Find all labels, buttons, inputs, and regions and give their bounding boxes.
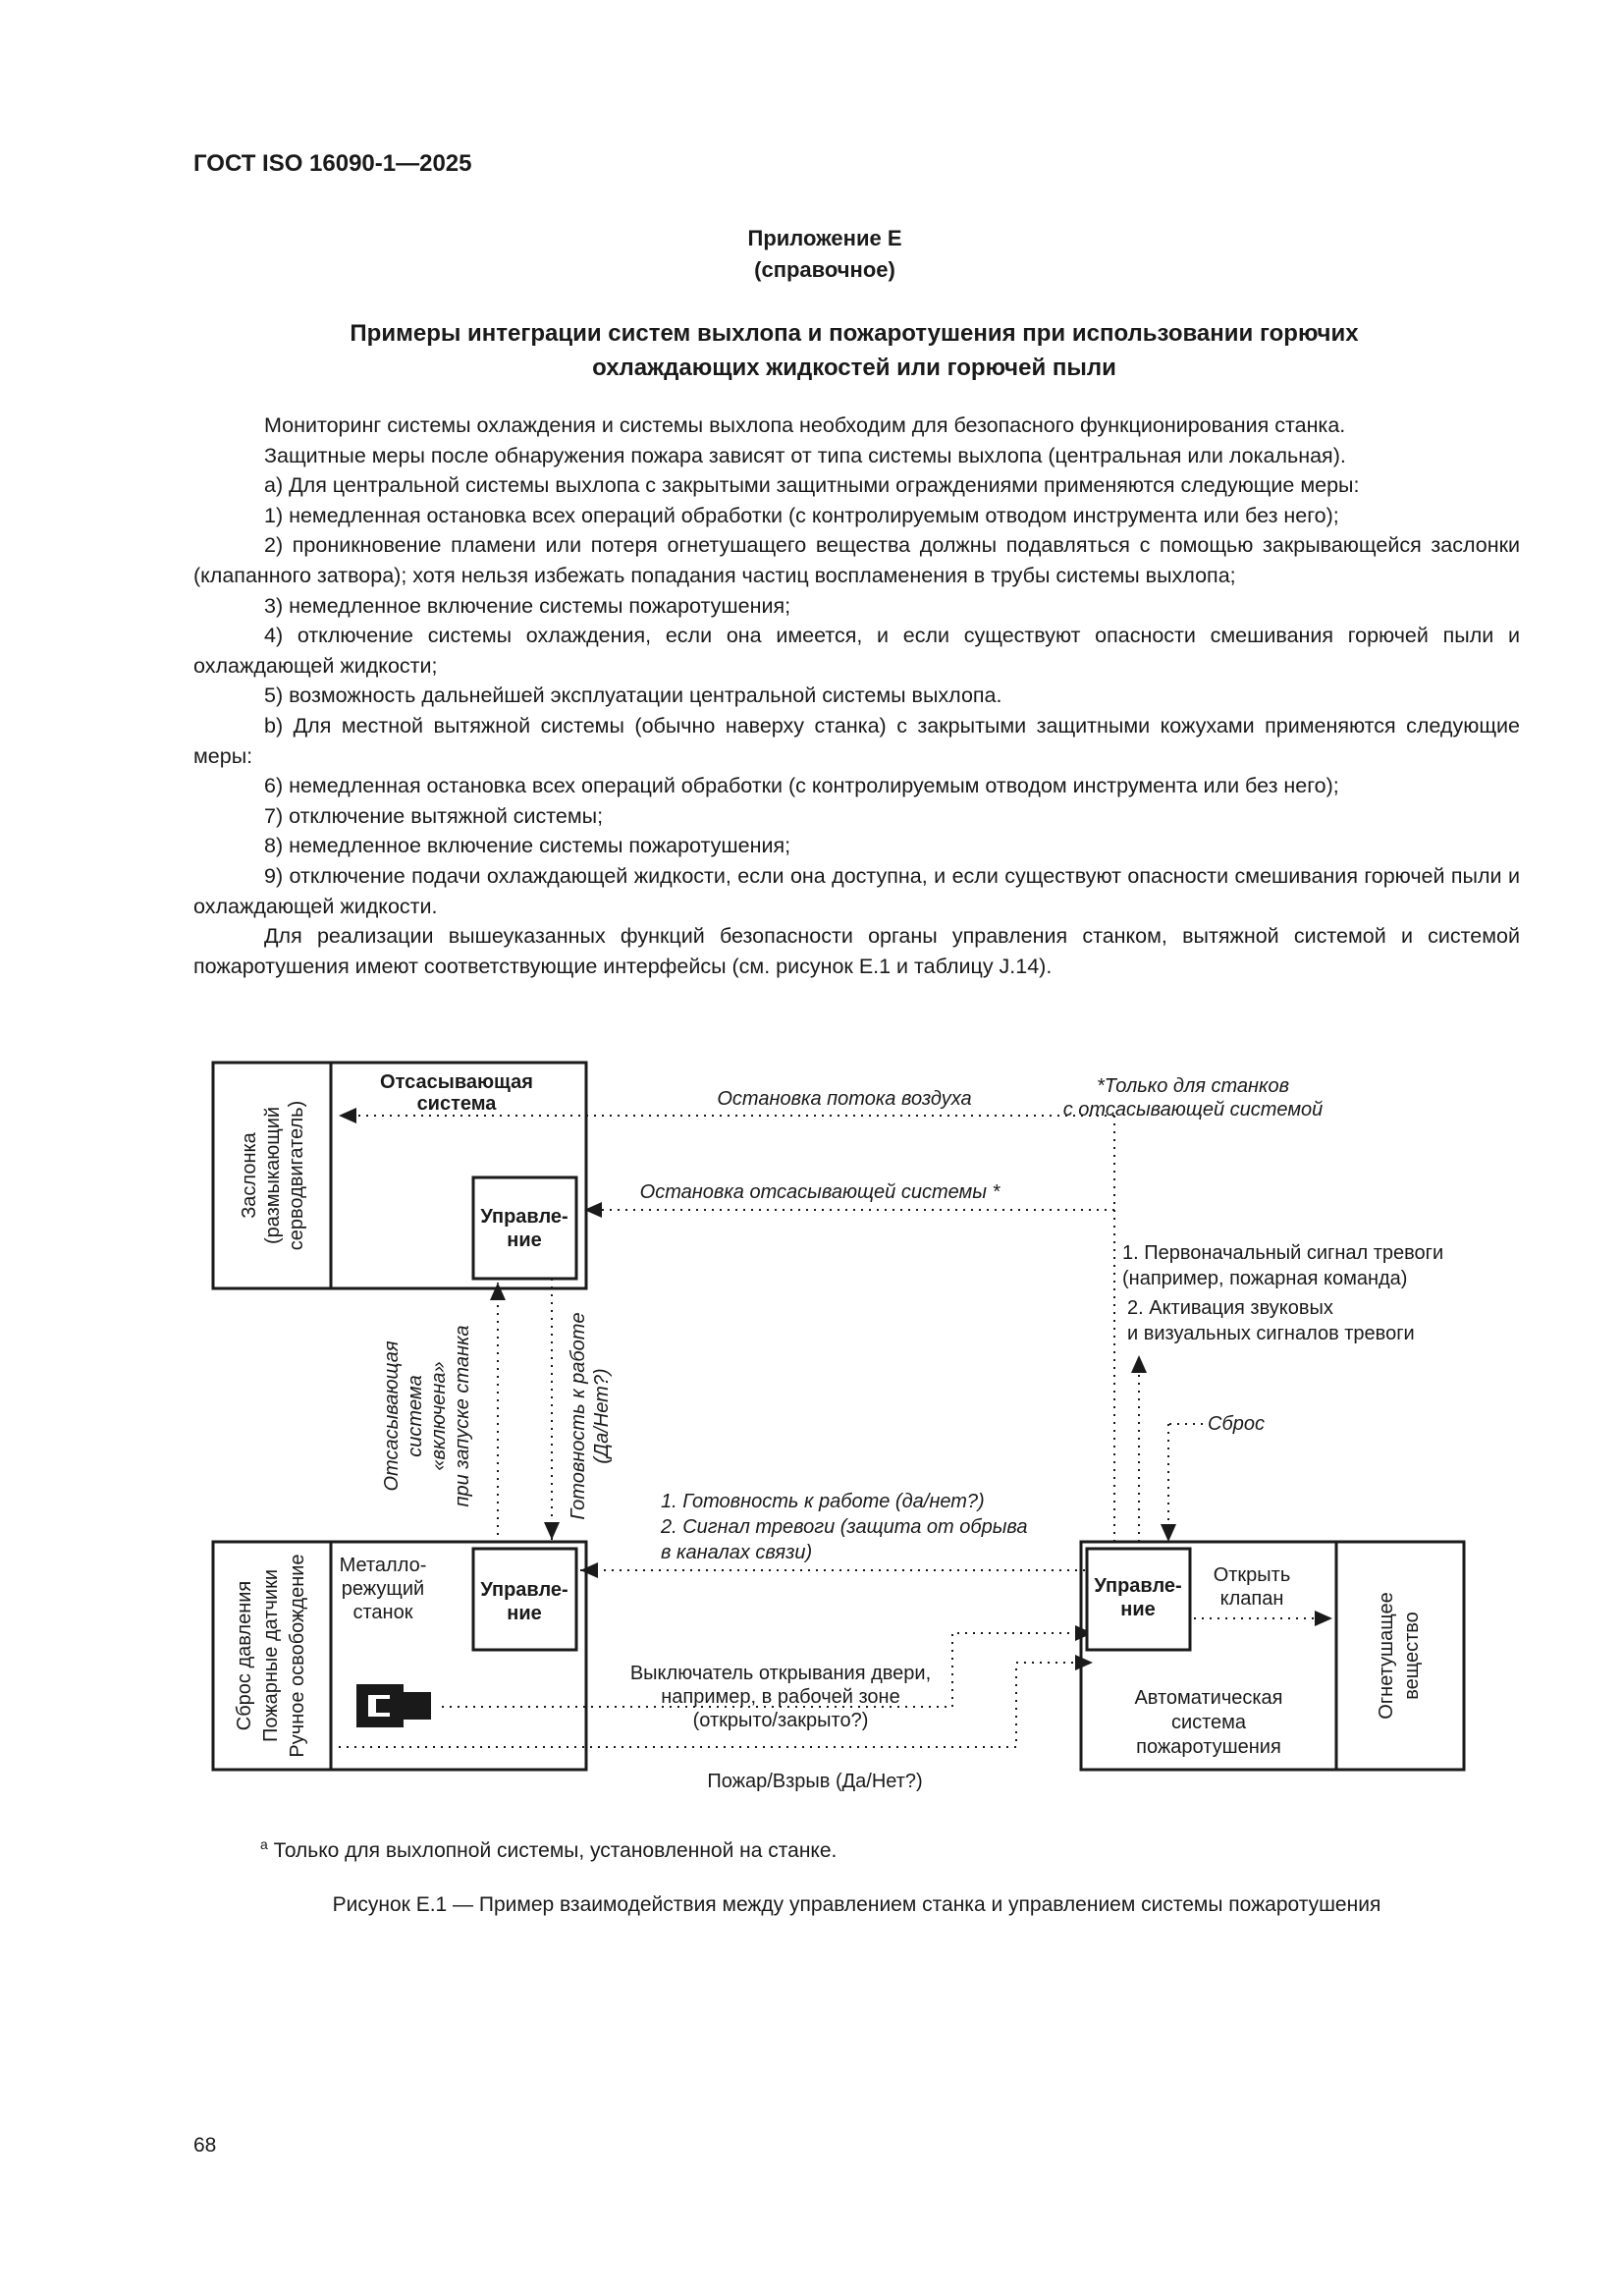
- list-item: 6) немедленная остановка всех операций обработки (с контролируемым отводом инструмента или без него);: [264, 774, 1339, 798]
- list-item: 9) отключение подачи охлаждающей жидкости, если она доступна, и если существуют опасности смешивания горючей пыли и охлаждающей жидкости.: [193, 863, 1520, 918]
- agent-label-2: вещество: [1401, 1612, 1423, 1700]
- annex-type: (справочное): [754, 257, 895, 282]
- machine-label-1: Металло-: [339, 1555, 427, 1576]
- alarm-label-2: (например, пожарная команда): [1122, 1268, 1408, 1289]
- list-item: 2) проникновение пламени или потеря огнетушащего вещества должны подавляться с помощью закрывающейся заслонки (клапанного затвора); хотя нельзя избежать попадания частиц воспламенения в трубы системы выхлопа;: [193, 533, 1520, 587]
- paragraph: Мониторинг системы охлаждения и системы выхлопа необходим для безопасного функционирования станка.: [264, 413, 1346, 437]
- document-header: ГОСТ ISO 16090-1—2025: [193, 150, 472, 177]
- alarm-label-1: 1. Первоначальный сигнал тревоги: [1122, 1242, 1444, 1264]
- list-item: 1) немедленная остановка всех операций обработки (с контролируемым отводом инструмента или без него);: [264, 503, 1339, 527]
- auto-label-1: Автоматическая: [1134, 1687, 1283, 1709]
- machine-side-2: Пожарные датчики: [260, 1568, 282, 1743]
- open-valve-1: Открыть: [1213, 1564, 1291, 1586]
- section-title-line-2: охлаждающих жидкостей или горючей пыли: [592, 355, 1116, 381]
- vert-left-2: система: [405, 1375, 426, 1457]
- footnote-text: Только для выхлопной системы, установленной на станке.: [273, 1839, 838, 1862]
- vert-left-1: Отсасывающая: [381, 1340, 403, 1492]
- door-label-1: Выключатель открывания двери,: [629, 1663, 932, 1684]
- list-item: 5) возможность дальнейшей эксплуатации центральной системы выхлопа.: [264, 683, 1002, 708]
- vert-right-1: Готовность к работе: [568, 1312, 589, 1520]
- exhaust-title-2: система: [416, 1093, 497, 1115]
- page-number: 68: [193, 2134, 217, 2157]
- list-item: 8) немедленное включение системы пожаротушения;: [264, 834, 791, 858]
- annex-label: Приложение Е: [747, 226, 902, 250]
- agent-label-1: Огнетушащее: [1376, 1592, 1397, 1720]
- figure-e1: [211, 1061, 1488, 1812]
- machine-side-1: Сброс давления: [234, 1580, 255, 1731]
- exhaust-control-box: [473, 1177, 576, 1279]
- section-title-line-1: Примеры интеграции систем выхлопа и пожаротушения при использовании горючих: [350, 320, 1359, 347]
- exhaust-control-label-2: ние: [507, 1230, 542, 1251]
- machine-control-label-2: ние: [507, 1603, 542, 1624]
- machine-control-label-1: Управле-: [480, 1579, 568, 1601]
- figure-footnote: [260, 1836, 837, 1863]
- exhaust-stop-label: Остановка отсасывающей системы *: [639, 1181, 1001, 1203]
- machine-label-2: режущий: [341, 1578, 425, 1600]
- fire-control-label-2: ние: [1120, 1599, 1156, 1620]
- ready-label-3: в каналах связи): [661, 1542, 813, 1563]
- note-top-1: *Только для станков: [1096, 1075, 1290, 1097]
- figure-caption: Рисунок Е.1 — Пример взаимодействия между управлением станка и управлением системы пожаротушения: [332, 1893, 1381, 1916]
- fire-control-label-1: Управле-: [1094, 1575, 1182, 1597]
- ready-label-2: 2. Сигнал тревоги (защита от обрыва: [661, 1516, 1028, 1538]
- vert-left-4: при запуске станка: [452, 1325, 473, 1507]
- auto-label-3: пожаротушения: [1136, 1736, 1281, 1758]
- paragraph: Защитные меры после обнаружения пожара зависят от типа системы выхлопа (центральная или локальная).: [264, 443, 1346, 467]
- damper-label-2: (размыкающий: [262, 1106, 284, 1245]
- exhaust-control-label-1: Управле-: [480, 1206, 568, 1228]
- door-label-2: например, в рабочей зоне: [661, 1686, 900, 1708]
- damper-label-3: серводвигатель): [286, 1100, 307, 1251]
- paragraph: a) Для центральной системы выхлопа с закрытыми защитными ограждениями применяются следующие меры:: [264, 473, 1360, 498]
- ready-label-1: 1. Готовность к работе (да/нет?): [661, 1491, 985, 1512]
- list-item: 4) отключение системы охлаждения, если она имеется, и если существуют опасности смешивания горючей пыли и охлаждающей жидкости;: [193, 624, 1520, 678]
- alarm-label-4: и визуальных сигналов тревоги: [1127, 1323, 1415, 1344]
- airflow-stop-label: Остановка потока воздуха: [717, 1088, 972, 1110]
- body-text: [193, 410, 1520, 981]
- door-label-3: (открыто/закрыто?): [692, 1710, 869, 1731]
- paragraph: Для реализации вышеуказанных функций безопасности органы управления станком, вытяжной системой и системой пожаротушения имеют соответствующие интерфейсы (см. рисунок Е.1 и таблицу J.14).: [193, 924, 1520, 978]
- vert-left-3: «включена»: [428, 1361, 450, 1471]
- auto-label-2: система: [1170, 1712, 1247, 1733]
- door-switch-icon: [356, 1684, 431, 1727]
- fire-label: Пожар/Взрыв (Да/Нет?): [707, 1771, 923, 1792]
- damper-label-1: Заслонка: [239, 1132, 260, 1219]
- footnote-marker: a: [260, 1836, 268, 1852]
- alarm-label-3: 2. Активация звуковых: [1127, 1297, 1333, 1319]
- machine-label-3: станок: [352, 1602, 413, 1623]
- reset-label: Сброс: [1208, 1413, 1265, 1435]
- list-item: 3) немедленное включение системы пожаротушения;: [264, 593, 791, 618]
- open-valve-2: клапан: [1219, 1588, 1284, 1610]
- paragraph: b) Для местной вытяжной системы (обычно наверху станка) с закрытыми защитными кожухами применяются следующие меры:: [193, 713, 1520, 768]
- exhaust-title-1: Отсасывающая: [380, 1071, 533, 1093]
- machine-side-3: Ручное освобождение: [287, 1554, 308, 1758]
- list-item: 7) отключение вытяжной системы;: [264, 803, 604, 828]
- vert-right-2: (Да/Нет?): [591, 1368, 613, 1464]
- note-top-2: с отсасывающей системой: [1062, 1099, 1324, 1121]
- interaction-diagram: [211, 1061, 1488, 1807]
